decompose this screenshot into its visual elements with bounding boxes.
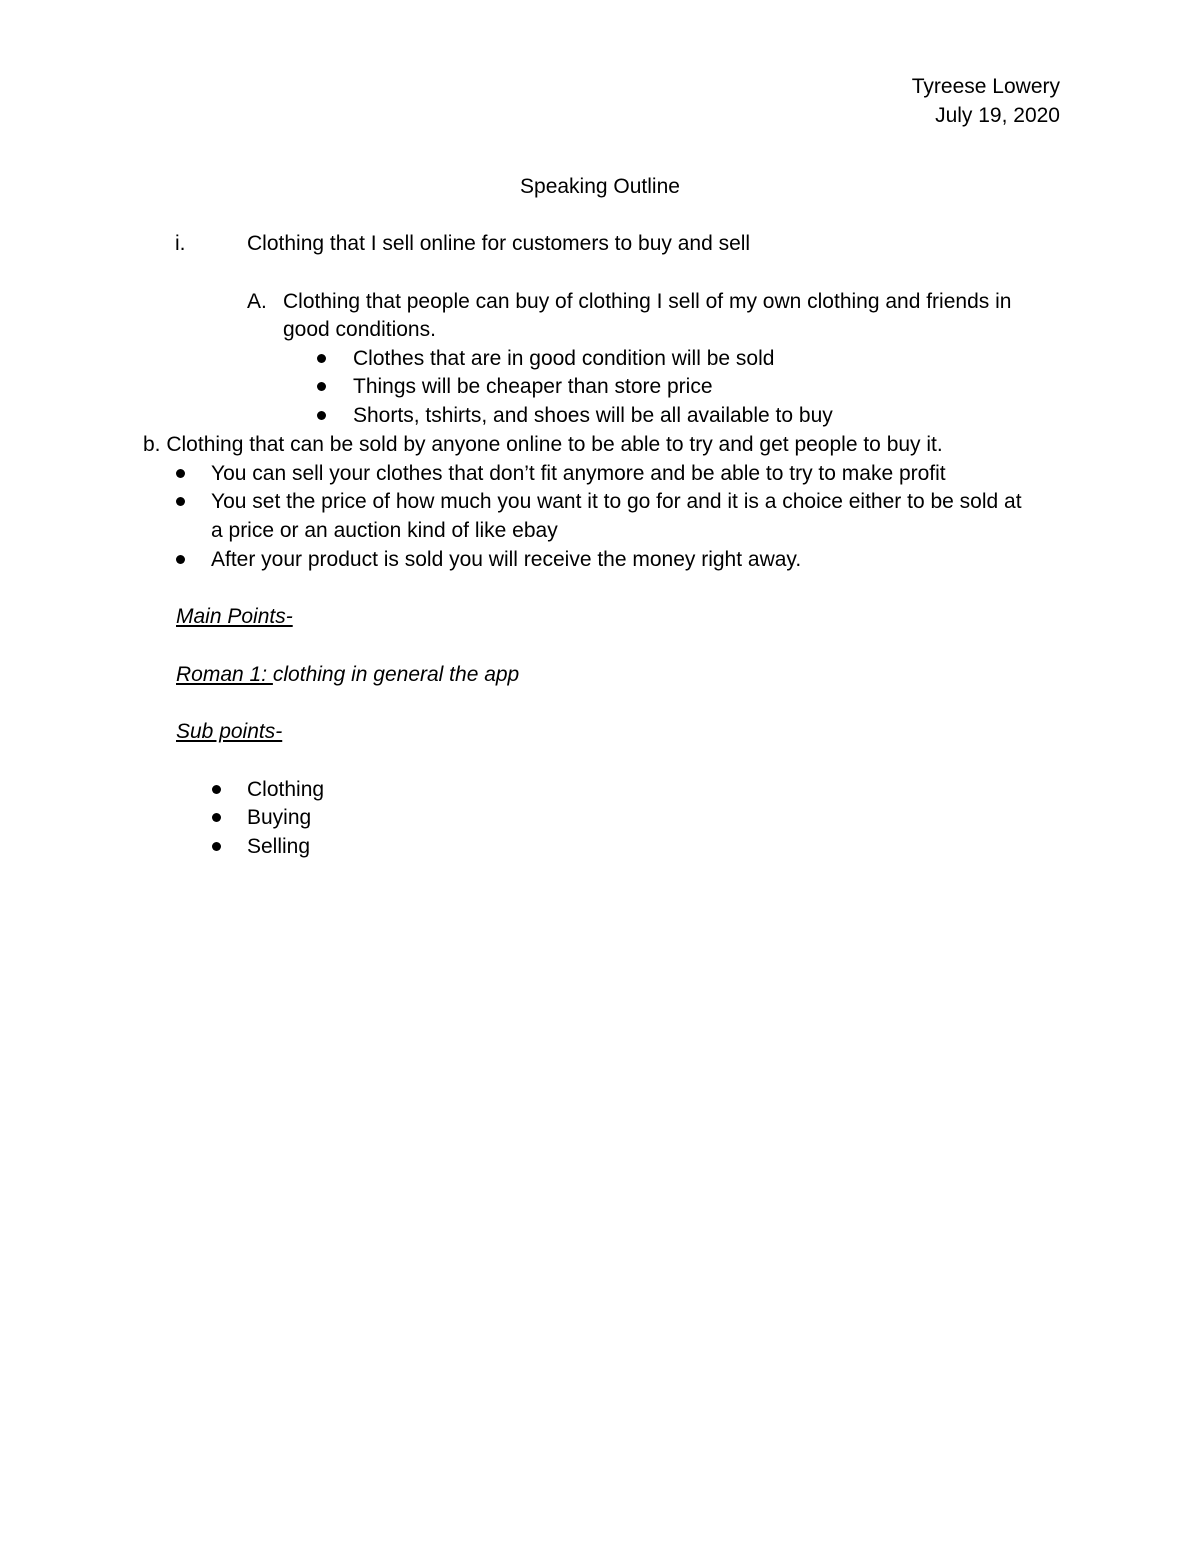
- roman-1-line: [176, 664, 519, 685]
- bullet-icon: [212, 785, 221, 794]
- section-b-text: b. Clothing that can be sold by anyone online to be able to try and get people to buy it.: [143, 433, 943, 456]
- section-b-bullet-1: You can sell your clothes that don’t fit anymore and be able to try to make profit: [211, 462, 946, 485]
- roman-1-text: clothing in general the app: [272, 663, 520, 686]
- section-b-bullet-2: You set the price of how much you want it to go for and it is a choice either to be sold at: [211, 490, 1022, 513]
- sub-a-bullet-1: Clothes that are in good condition will be sold: [353, 347, 775, 370]
- bullet-icon: [317, 382, 326, 391]
- sub-a-line2: good conditions.: [283, 318, 436, 341]
- section-b-bullet-2-line2: a price or an auction kind of like ebay: [211, 519, 558, 542]
- bullet-icon: [212, 813, 221, 822]
- bullet-icon: [176, 555, 185, 564]
- section-b-bullet-3: After your product is sold you will receive the money right away.: [211, 548, 802, 571]
- document-date: July 19, 2020: [935, 104, 1060, 127]
- bullet-icon: [317, 411, 326, 420]
- main-points-label: Main Points-: [176, 605, 293, 628]
- section-i-text: Clothing that I sell online for customers to buy and sell: [247, 232, 751, 255]
- sub-point-item: Buying: [247, 806, 312, 829]
- sub-point-item: Selling: [247, 835, 311, 858]
- sub-a-marker: A.: [247, 290, 267, 313]
- bullet-icon: [212, 842, 221, 851]
- bullet-icon: [176, 497, 185, 506]
- author-name: Tyreese Lowery: [911, 75, 1060, 98]
- sub-point-item: Clothing: [247, 778, 325, 801]
- roman-1-label: Roman 1:: [176, 663, 273, 686]
- sub-a-line1: Clothing that people can buy of clothing I sell of my own clothing and friends in: [283, 290, 1012, 313]
- sub-a-bullet-3: Shorts, tshirts, and shoes will be all available to buy: [353, 404, 833, 427]
- page-title: Speaking Outline: [520, 175, 680, 198]
- bullet-icon: [176, 469, 185, 478]
- section-i-marker: i.: [175, 232, 186, 255]
- bullet-icon: [317, 354, 326, 363]
- sub-points-label: Sub points-: [176, 720, 283, 743]
- sub-a-bullet-2: Things will be cheaper than store price: [353, 375, 713, 398]
